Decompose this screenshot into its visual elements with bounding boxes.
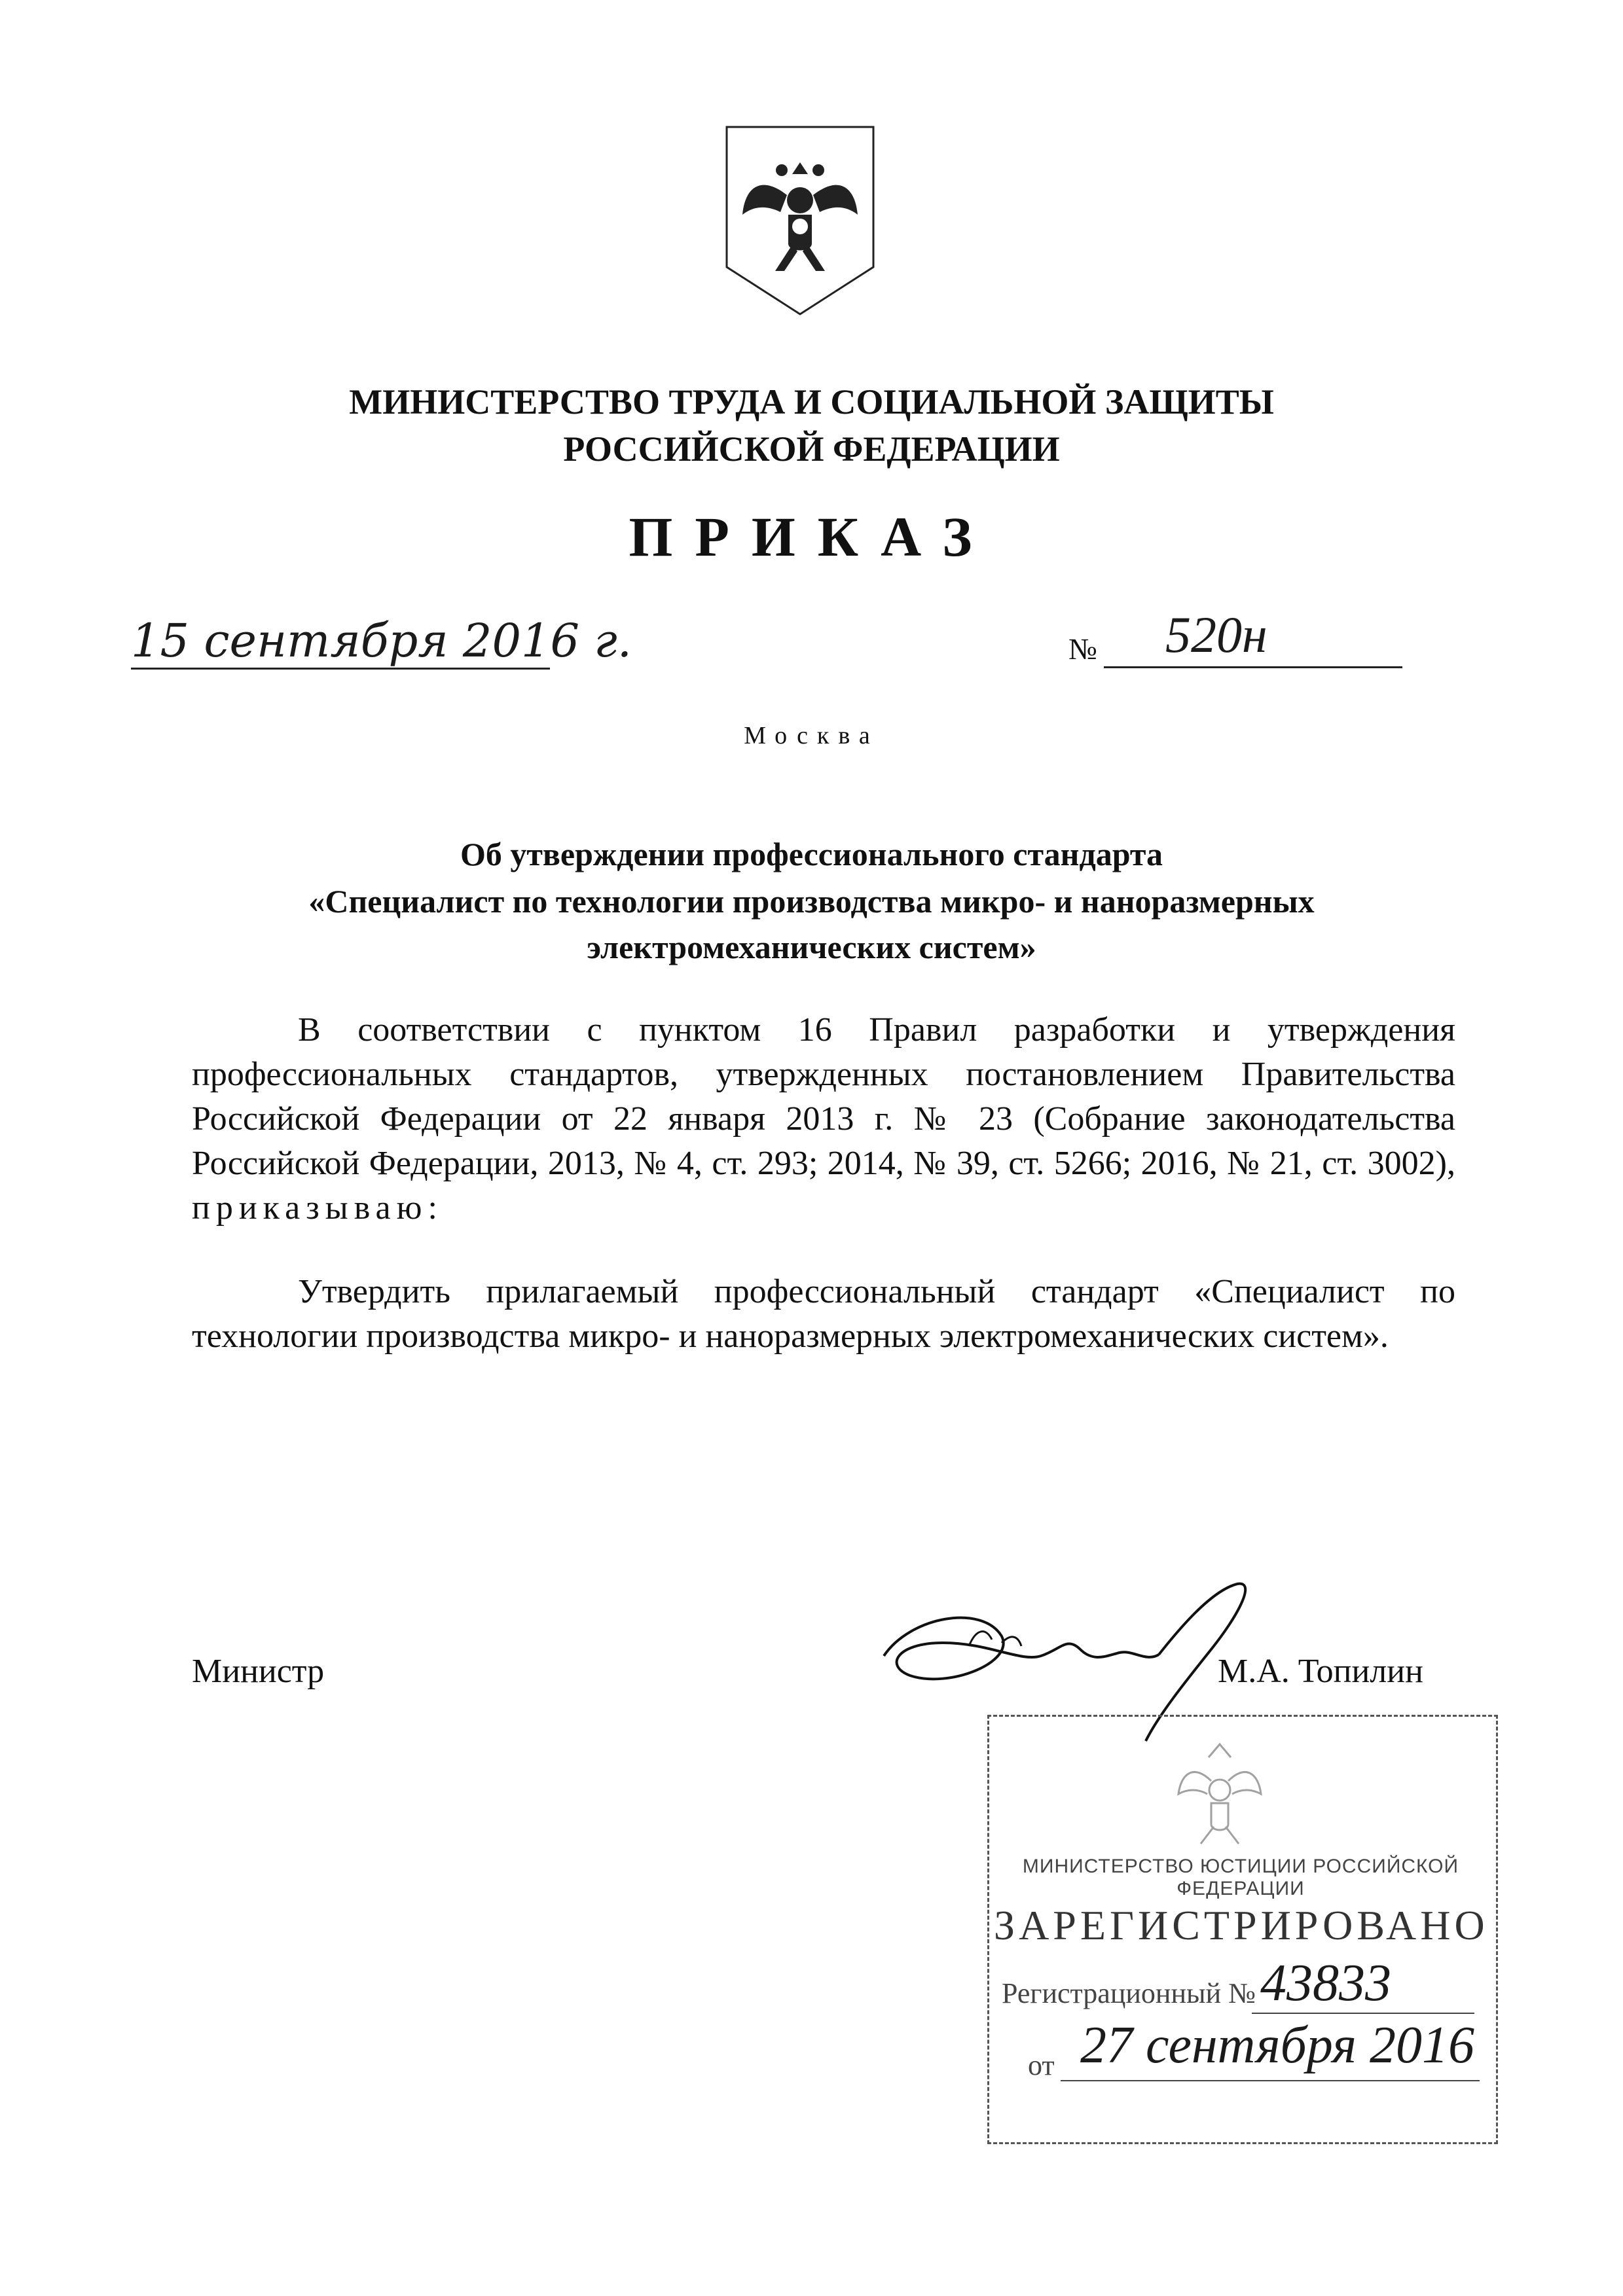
stamp-ministry-name: МИНИСТЕРСТВО ЮСТИЦИИ РОССИЙСКОЙ ФЕДЕРАЦИИ — [1022, 1856, 1459, 1899]
preamble-paragraph — [192, 1008, 1455, 1230]
subject-line1: Об утверждении профессионального стандарта — [460, 836, 1163, 872]
order-number: 520н — [1165, 606, 1267, 663]
handwritten-date: 15 сентября 2016 г. — [131, 614, 632, 668]
order-verb: приказываю: — [192, 1189, 443, 1227]
stamp-emblem — [1171, 1738, 1269, 1849]
stamp-date-underline — [1061, 2080, 1480, 2081]
city: Москва — [744, 722, 879, 749]
stamp-reg-number-label: Регистрационный № — [1002, 1977, 1256, 2009]
document-type-title: ПРИКАЗ — [629, 505, 994, 568]
stamp-reg-date: 27 сентября 2016 — [1080, 2017, 1474, 2074]
coat-of-arms-emblem — [723, 123, 877, 319]
date-underline — [131, 668, 550, 670]
stamp-registered-label: ЗАРЕГИСТРИРОВАНО — [994, 1902, 1489, 1948]
subject-line3: электромеханических систем» — [587, 929, 1036, 965]
stamp-date-prefix: от — [1028, 2049, 1055, 2081]
subject-line2: «Специалист по технологии производства микро- и наноразмерных — [308, 883, 1315, 920]
number-sign: № — [1068, 632, 1097, 666]
preamble-text: В соответствии с пунктом 16 Правил разработки и утверждения профессиональных стандартов, утвержденных постановлением Правительства Российской Федерации от 22 января 2013 г. № 23 (Собрание законодательства Российской Федерации, 2013, № 4, ст. 293; 2014, № 39, ст. 5266; 2016, № 21, ст. 3002), — [192, 1011, 1455, 1182]
signer-role: Министр — [192, 1653, 325, 1690]
ministry-name-line2: РОССИЙСКОЙ ФЕДЕРАЦИИ — [563, 429, 1060, 469]
stamp-number-underline — [1252, 2013, 1474, 2014]
signer-name: М.А. Топилин — [1218, 1653, 1423, 1690]
resolution-paragraph: Утвердить прилагаемый профессиональный стандарт «Специалист по технологии производства микро- и наноразмерных электромеханических систем». — [192, 1273, 1455, 1355]
ministry-name-line1: МИНИСТЕРСТВО ТРУДА И СОЦИАЛЬНОЙ ЗАЩИТЫ — [349, 382, 1274, 422]
stamp-reg-number: 43833 — [1260, 1954, 1391, 2012]
number-underline — [1104, 666, 1402, 668]
